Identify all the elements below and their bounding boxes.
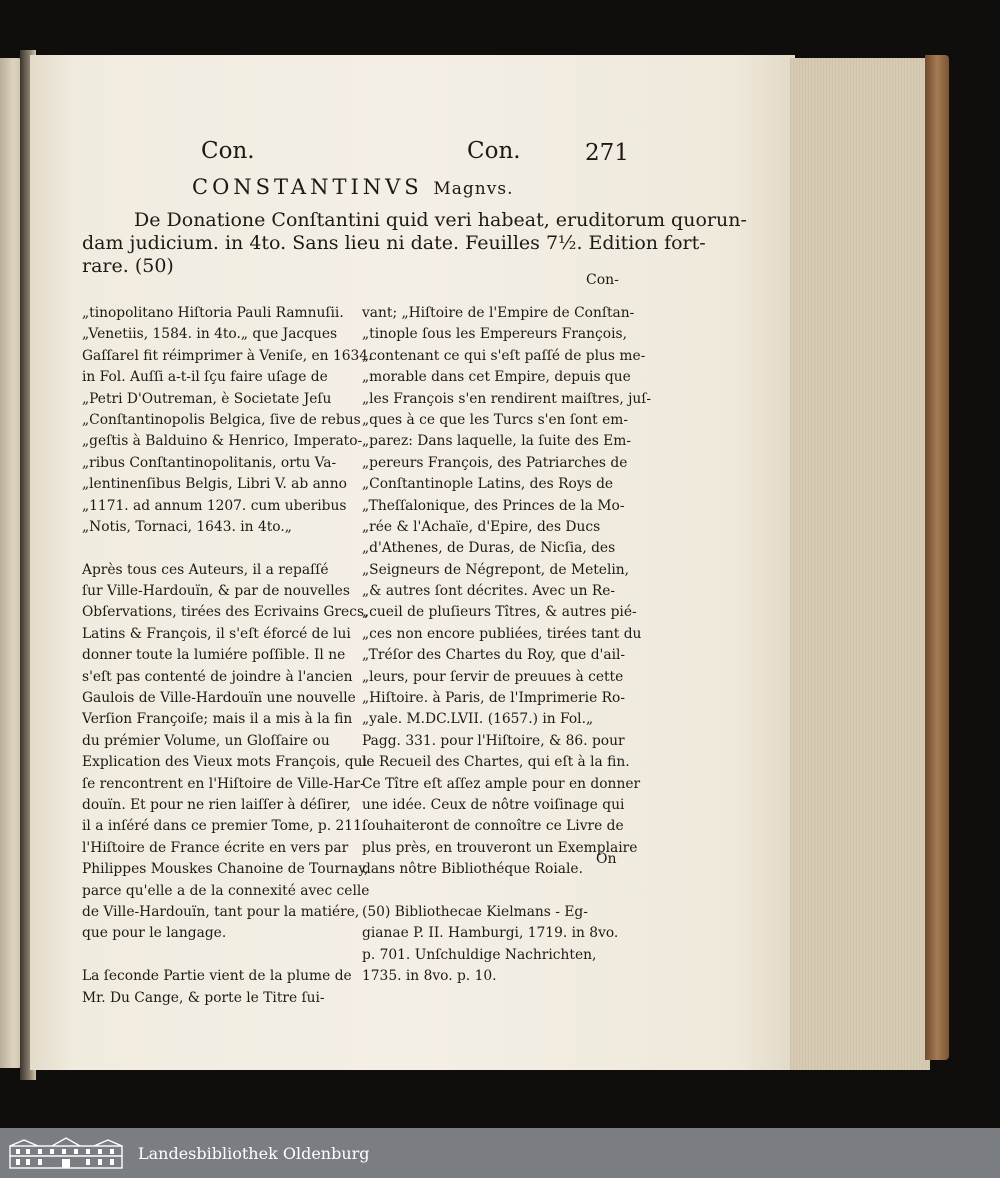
text-line: (50) Bibliothecae Kielmans - Eg- <box>362 903 588 920</box>
text-line: Ce Tître eſt aſſez ample pour en donner <box>362 775 641 792</box>
text-line <box>82 538 346 559</box>
text-line: „ribus Conſtantinopolitanis, ortu Va- <box>82 454 337 471</box>
text-line: Latins & François, il s'eſt éforcé de lui <box>82 625 351 642</box>
entry-title <box>192 175 513 199</box>
text-line: Pagg. 331. pour l'Hiſtoire, & 86. pour <box>362 732 625 749</box>
text-line: „leurs, pour ſervir de preuues à cette <box>362 668 624 685</box>
text-line: „tinopolitano Hiſtoria Pauli Ramnuſii. <box>82 305 344 321</box>
running-head-right: Con. <box>467 138 521 164</box>
book-cover-edge <box>925 55 949 1060</box>
text-line: Mr. Du Cange, & porte le Titre ſui- <box>82 989 325 1006</box>
entry-title-main: CONSTANTINVS <box>192 175 423 199</box>
text-line: que pour le langage. <box>82 925 227 942</box>
catchword-top: Con- <box>586 272 619 288</box>
text-line: „Conſtantinopolis Belgica, ſive de rebus <box>82 411 361 428</box>
text-line <box>82 945 346 966</box>
text-line: „les François s'en rendirent maiſtres, juſ- <box>362 390 652 407</box>
text-line: 1735. in 8vo. p. 10. <box>362 968 497 985</box>
text-line: Explication des Vieux mots François, qui <box>82 754 367 771</box>
text-line: „ces non encore publiées, tirées tant du <box>362 625 642 642</box>
text-line: gianae P. II. Hamburgi, 1719. in 8vo. <box>362 925 619 942</box>
text-line: „Venetiis, 1584. in 4to.„ que Jacques <box>82 326 338 343</box>
text-line: „yale. M.DC.LVII. (1657.) in Fol.„ <box>362 711 594 728</box>
text-line: une idée. Ceux de nôtre voiſinage qui <box>362 796 625 813</box>
text-line: „Theſſalonique, des Princes de la Mo- <box>362 497 625 514</box>
text-line: l'Hiſtoire de France écrite en vers par <box>82 839 349 856</box>
page-number: 271 <box>585 140 629 166</box>
library-name: Landesbibliothek Oldenburg <box>138 1143 370 1163</box>
text-line: Gaſſarel fit réimprimer à Veniſe, en 1634. <box>82 347 373 364</box>
lead-line-1: De Donatione Conſtantini quid veri habeat, eruditorum quorun- <box>134 209 747 231</box>
text-line: „Conſtantinople Latins, des Roys de <box>362 476 614 493</box>
text-line: „Tréſor des Chartes du Roy, que d'ail- <box>362 647 626 664</box>
text-line: „lentinenſibus Belgis, Libri V. ab anno <box>82 476 347 493</box>
text-line: ſouhaiteront de connoître ce Livre de <box>362 818 624 835</box>
text-line: vant; „Hiſtoire de l'Empire de Conſtan- <box>362 305 635 321</box>
text-line: „Hiſtoire. à Paris, de l'Imprimerie Ro- <box>362 690 625 707</box>
text-line: du prémier Volume, un Gloſſaire ou <box>82 732 330 749</box>
library-building-icon <box>8 1136 124 1170</box>
text-line: „cueil de pluſieurs Tîtres, & autres pié- <box>362 604 637 621</box>
text-line: „parez: Dans laquelle, la ſuite des Em- <box>362 433 631 450</box>
text-line: dans nôtre Bibliothéque Roiale. <box>362 861 583 878</box>
entry-title-small: Magnvs. <box>433 179 514 199</box>
text-line: donner toute la lumiére poſſible. Il ne <box>82 647 346 664</box>
text-line: La ſeconde Partie vient de la plume de <box>82 968 352 985</box>
library-footer <box>0 1128 1000 1178</box>
lead-line-3: rare. (50) <box>82 255 174 277</box>
text-line: „d'Athenes, de Duras, de Nicſia, des <box>362 540 616 557</box>
text-line: „ques à ce que les Turcs s'en ſont em- <box>362 411 629 428</box>
text-line: ſe rencontrent en l'Hiſtoire de Ville-Har- <box>82 775 365 792</box>
catchword-bottom: On <box>596 851 617 867</box>
text-line: de Ville-Hardouïn, tant pour la matiére, <box>82 903 360 920</box>
text-line: s'eſt pas contenté de joindre à l'ancien <box>82 668 353 685</box>
text-line: in Fol. Auſſi a-t-il ſçu faire uſage de <box>82 369 328 386</box>
text-line: p. 701. Unſchuldige Nachrichten, <box>362 946 597 963</box>
text-line: „morable dans cet Empire, depuis que <box>362 369 631 386</box>
page-fore-edge <box>790 58 930 1070</box>
text-line: ſur Ville-Hardouïn, & par de nouvelles <box>82 583 350 600</box>
text-line: „contenant ce qui s'eſt paſſé de plus me- <box>362 347 646 364</box>
text-line: „Petri D'Outreman, è Societate Jeſu <box>82 390 332 407</box>
text-line: „pereurs François, des Patriarches de <box>362 454 628 471</box>
text-line: il a inſéré dans ce premier Tome, p. 211. <box>82 818 367 835</box>
text-line: Verſion Françoiſe; mais il a mis à la fin <box>82 711 353 728</box>
text-line: Obſervations, tirées des Ecrivains Grecs, <box>82 604 369 621</box>
text-line: Philippes Mouskes Chanoine de Tournay, <box>82 861 369 878</box>
text-line: „& autres ſont décrites. Avec un Re- <box>362 583 616 600</box>
left-column <box>82 303 373 1009</box>
text-line: „Seigneurs de Négrepont, de Metelin, <box>362 561 630 578</box>
text-line: douïn. Et pour ne rien laiſſer à déſirer, <box>82 796 351 813</box>
text-line: parce qu'elle a de la connexité avec celle <box>82 882 370 899</box>
text-line <box>362 881 616 902</box>
text-line: „Notis, Tornaci, 1643. in 4to.„ <box>82 518 292 535</box>
text-line: „geſtis à Balduino & Henrico, Imperato- <box>82 433 363 450</box>
text-line: le Recueil des Chartes, qui eſt à la fin. <box>362 754 630 771</box>
text-line: plus près, en trouveront un Exemplaire <box>362 839 638 856</box>
text-line: „rée & l'Achaïe, d'Epire, des Ducs <box>362 518 601 535</box>
text-line: „tinople ſous les Empereurs François, <box>362 326 627 343</box>
right-column <box>362 303 652 988</box>
text-line: Après tous ces Auteurs, il a repaſſé <box>82 561 329 578</box>
lead-line-2: dam judicium. in 4to. Sans lieu ni date. Feuilles 7½. Edition fort- <box>82 232 706 254</box>
text-line: Gaulois de Ville-Hardouïn une nouvelle <box>82 690 356 707</box>
text-line: „1171. ad annum 1207. cum uberibus <box>82 497 347 514</box>
running-head-left: Con. <box>201 138 255 164</box>
